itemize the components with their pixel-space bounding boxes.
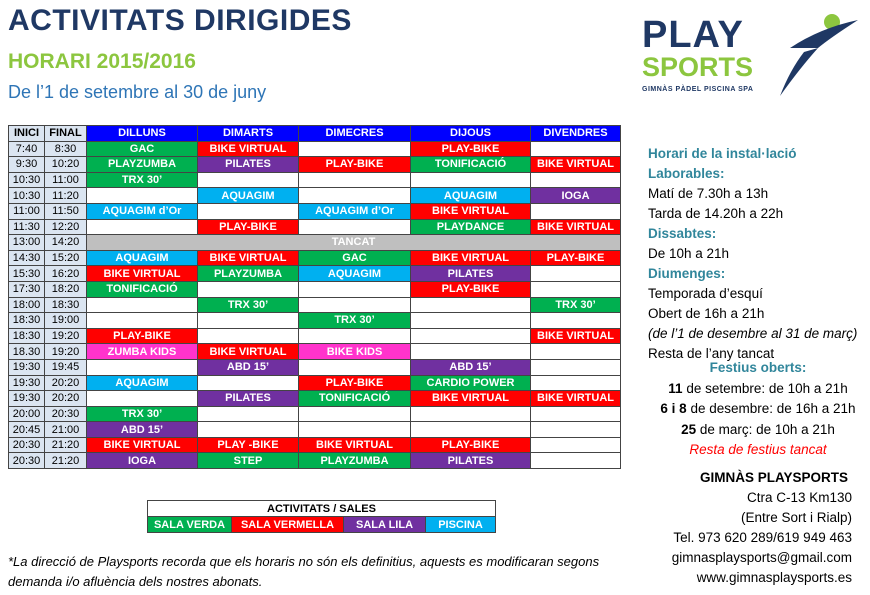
holiday-text: de setembre: de 10h a 21h bbox=[682, 380, 848, 396]
class-cell-thursday: ABD 15’ bbox=[411, 359, 531, 375]
class-cell-thursday bbox=[411, 313, 531, 329]
class-cell-tuesday bbox=[198, 172, 299, 188]
start-time: 18:00 bbox=[9, 297, 45, 313]
class-cell-wednesday bbox=[299, 188, 411, 204]
schedule-row bbox=[9, 188, 621, 204]
class-cell-thursday: PLAY-BIKE bbox=[411, 437, 531, 453]
legend-sala-verda: SALA VERDA bbox=[148, 517, 232, 533]
start-time: 11:30 bbox=[9, 219, 45, 235]
class-cell-wednesday bbox=[299, 141, 411, 157]
schedule-row bbox=[9, 266, 621, 282]
class-cell-wednesday: GAC bbox=[299, 250, 411, 266]
start-time: 7:40 bbox=[9, 141, 45, 157]
schedule-row bbox=[9, 437, 621, 453]
gym-name: GIMNÀS PLAYSPORTS bbox=[699, 470, 848, 485]
holiday-text: de març: de 10h a 21h bbox=[696, 421, 835, 437]
class-cell-wednesday: AQUAGIM d’Or bbox=[299, 203, 411, 219]
class-cell-thursday bbox=[411, 328, 531, 344]
end-time: 20:20 bbox=[45, 391, 87, 407]
class-cell-friday: BIKE VIRTUAL bbox=[531, 328, 621, 344]
end-time: 20:20 bbox=[45, 375, 87, 391]
start-time: 15:30 bbox=[9, 266, 45, 282]
schedule-row bbox=[9, 297, 621, 313]
runner-swoosh-icon bbox=[760, 8, 865, 103]
class-cell-tuesday: BIKE VIRTUAL bbox=[198, 141, 299, 157]
closed-cell: TANCAT bbox=[87, 235, 621, 251]
weekdays-morning: Matí de 7.30h a 13h bbox=[648, 186, 769, 201]
open-holidays bbox=[648, 358, 868, 461]
start-time: 20:45 bbox=[9, 422, 45, 438]
end-time: 14:20 bbox=[45, 235, 87, 251]
end-time: 19:00 bbox=[45, 313, 87, 329]
class-cell-wednesday: BIKE KIDS bbox=[299, 344, 411, 360]
class-cell-thursday bbox=[411, 422, 531, 438]
logo-word-play: PLAY bbox=[642, 14, 744, 56]
holiday-date: 25 bbox=[681, 421, 697, 437]
class-cell-thursday: BIKE VIRTUAL bbox=[411, 250, 531, 266]
class-cell-thursday: PILATES bbox=[411, 453, 531, 469]
end-time: 15:20 bbox=[45, 250, 87, 266]
address-line2: (Entre Sort i Rialp) bbox=[740, 510, 852, 525]
class-cell-tuesday: PLAYZUMBA bbox=[198, 266, 299, 282]
hours-title: Horari de la instal·lació bbox=[648, 146, 797, 161]
class-cell-thursday: PLAY-BIKE bbox=[411, 141, 531, 157]
class-cell-friday bbox=[531, 281, 621, 297]
start-time: 17:30 bbox=[9, 281, 45, 297]
schedule-row bbox=[9, 281, 621, 297]
date-range: De l’1 de setembre al 30 de juny bbox=[8, 82, 267, 102]
logo-tagline: GIMNÀS PÀDEL PISCINA SPA bbox=[642, 86, 754, 93]
class-cell-wednesday bbox=[299, 172, 411, 188]
schedule-row bbox=[9, 344, 621, 360]
end-time: 19:45 bbox=[45, 359, 87, 375]
class-cell-friday: BIKE VIRTUAL bbox=[531, 391, 621, 407]
class-cell-thursday: PLAY-BIKE bbox=[411, 281, 531, 297]
schedule-row bbox=[9, 141, 621, 157]
class-cell-monday: BIKE VIRTUAL bbox=[87, 437, 198, 453]
class-cell-friday bbox=[531, 359, 621, 375]
header-monday: DILLUNS bbox=[87, 126, 198, 142]
schedule-row bbox=[9, 172, 621, 188]
end-time: 21:20 bbox=[45, 453, 87, 469]
class-cell-friday bbox=[531, 141, 621, 157]
start-time: 19:30 bbox=[9, 391, 45, 407]
holiday-date: 6 i 8 bbox=[660, 401, 687, 416]
start-time: 10:30 bbox=[9, 172, 45, 188]
end-time: 19:20 bbox=[45, 344, 87, 360]
class-cell-monday bbox=[87, 219, 198, 235]
class-cell-tuesday bbox=[198, 328, 299, 344]
class-cell-friday bbox=[531, 172, 621, 188]
header-tuesday: DIMARTS bbox=[198, 126, 299, 142]
class-cell-wednesday bbox=[299, 406, 411, 422]
class-cell-friday bbox=[531, 406, 621, 422]
website-link[interactable]: www.gimnasplaysports.es bbox=[696, 570, 852, 585]
schedule-row bbox=[9, 157, 621, 173]
class-cell-thursday bbox=[411, 344, 531, 360]
class-cell-wednesday bbox=[299, 422, 411, 438]
class-cell-thursday: PLAYDANCE bbox=[411, 219, 531, 235]
start-time: 10:30 bbox=[9, 188, 45, 204]
page-title: ACTIVITATS DIRIGIDES bbox=[8, 4, 352, 37]
end-time: 21:00 bbox=[45, 422, 87, 438]
header-friday: DIVENDRES bbox=[531, 126, 621, 142]
class-cell-tuesday: PLAY-BIKE bbox=[198, 219, 299, 235]
class-cell-wednesday: PLAY-BIKE bbox=[299, 157, 411, 173]
holiday-row bbox=[648, 379, 868, 400]
class-cell-tuesday: AQUAGIM bbox=[198, 188, 299, 204]
class-cell-tuesday: PILATES bbox=[198, 157, 299, 173]
legend-sala-vermella: SALA VERMELLA bbox=[232, 517, 344, 533]
class-cell-monday: GAC bbox=[87, 141, 198, 157]
class-cell-monday: TRX 30’ bbox=[87, 406, 198, 422]
class-cell-thursday bbox=[411, 297, 531, 313]
class-cell-monday: AQUAGIM bbox=[87, 250, 198, 266]
class-cell-friday bbox=[531, 453, 621, 469]
class-cell-monday: AQUAGIM bbox=[87, 375, 198, 391]
class-cell-friday: TRX 30’ bbox=[531, 297, 621, 313]
holiday-date: 11 bbox=[668, 380, 683, 396]
phone: Tel. 973 620 289/619 949 463 bbox=[673, 530, 852, 545]
class-cell-tuesday: BIKE VIRTUAL bbox=[198, 344, 299, 360]
schedule-row bbox=[9, 422, 621, 438]
start-time: 11:00 bbox=[9, 203, 45, 219]
class-cell-wednesday bbox=[299, 297, 411, 313]
class-cell-monday bbox=[87, 313, 198, 329]
class-cell-monday: BIKE VIRTUAL bbox=[87, 266, 198, 282]
class-cell-thursday: CARDIO POWER bbox=[411, 375, 531, 391]
end-time: 10:20 bbox=[45, 157, 87, 173]
class-cell-friday bbox=[531, 313, 621, 329]
class-cell-tuesday bbox=[198, 281, 299, 297]
end-time: 11:20 bbox=[45, 188, 87, 204]
class-cell-friday: BIKE VIRTUAL bbox=[531, 219, 621, 235]
end-time: 11:50 bbox=[45, 203, 87, 219]
class-cell-wednesday: PLAYZUMBA bbox=[299, 453, 411, 469]
holiday-row bbox=[648, 399, 868, 420]
schedule-row bbox=[9, 203, 621, 219]
start-time: 13:00 bbox=[9, 235, 45, 251]
class-cell-thursday: TONIFICACIÓ bbox=[411, 157, 531, 173]
start-time: 19:30 bbox=[9, 375, 45, 391]
class-cell-tuesday: STEP bbox=[198, 453, 299, 469]
class-cell-friday: BIKE VIRTUAL bbox=[531, 157, 621, 173]
class-cell-wednesday bbox=[299, 281, 411, 297]
rooms-legend bbox=[147, 500, 496, 533]
sunday-period: (de l’1 de desembre al 31 de març) bbox=[648, 326, 858, 341]
class-cell-wednesday: TONIFICACIÓ bbox=[299, 391, 411, 407]
start-time: 14:30 bbox=[9, 250, 45, 266]
class-cell-thursday: BIKE VIRTUAL bbox=[411, 203, 531, 219]
class-cell-thursday bbox=[411, 406, 531, 422]
schedule-row bbox=[9, 328, 621, 344]
class-cell-monday bbox=[87, 297, 198, 313]
class-cell-wednesday: TRX 30’ bbox=[299, 313, 411, 329]
schedule-header-row bbox=[9, 126, 621, 142]
schedule-row bbox=[9, 250, 621, 266]
end-time: 19:20 bbox=[45, 328, 87, 344]
logo-word-sports: SPORTS bbox=[642, 52, 754, 82]
disclaimer-note: *La direcció de Playsports recorda que els horaris no són els definitius, aquests es modificaran segons demanda i/o afluència dels nostres abonats. bbox=[8, 554, 600, 589]
legend-title: ACTIVITATS / SALES bbox=[148, 501, 496, 517]
start-time: 19:30 bbox=[9, 359, 45, 375]
start-time: 18:30 bbox=[9, 313, 45, 329]
end-time: 20:30 bbox=[45, 406, 87, 422]
class-cell-monday: AQUAGIM d’Or bbox=[87, 203, 198, 219]
class-cell-tuesday bbox=[198, 313, 299, 329]
class-cell-wednesday: AQUAGIM bbox=[299, 266, 411, 282]
sunday-label: Diumenges: bbox=[648, 266, 726, 281]
class-cell-tuesday: TRX 30’ bbox=[198, 297, 299, 313]
holiday-row bbox=[648, 420, 868, 441]
class-cell-monday bbox=[87, 359, 198, 375]
class-cell-friday: IOGA bbox=[531, 188, 621, 204]
schedule-row bbox=[9, 313, 621, 329]
weekdays-afternoon: Tarda de 14.20h a 22h bbox=[648, 206, 784, 221]
class-cell-wednesday: BIKE VIRTUAL bbox=[299, 437, 411, 453]
class-cell-thursday: BIKE VIRTUAL bbox=[411, 391, 531, 407]
end-time: 21:20 bbox=[45, 437, 87, 453]
holiday-text: de desembre: de 16h a 21h bbox=[686, 401, 856, 416]
end-time: 12:20 bbox=[45, 219, 87, 235]
end-time: 16:20 bbox=[45, 266, 87, 282]
class-cell-wednesday bbox=[299, 359, 411, 375]
end-time: 18:30 bbox=[45, 297, 87, 313]
class-cell-monday: ZUMBA KIDS bbox=[87, 344, 198, 360]
schedule-row bbox=[9, 453, 621, 469]
schedule-year: HORARI 2015/2016 bbox=[8, 50, 196, 73]
class-cell-monday: ABD 15’ bbox=[87, 422, 198, 438]
class-cell-friday bbox=[531, 437, 621, 453]
end-time: 8:30 bbox=[45, 141, 87, 157]
email-link[interactable]: gimnasplaysports@gmail.com bbox=[671, 550, 852, 565]
class-cell-monday: PLAY-BIKE bbox=[87, 328, 198, 344]
class-cell-friday bbox=[531, 422, 621, 438]
start-time: 9:30 bbox=[9, 157, 45, 173]
end-time: 11:00 bbox=[45, 172, 87, 188]
class-cell-wednesday bbox=[299, 328, 411, 344]
playsports-logo bbox=[640, 8, 865, 103]
schedule-row bbox=[9, 235, 621, 251]
legend-sala-lila: SALA LILA bbox=[344, 517, 426, 533]
header-start: INICI bbox=[9, 126, 45, 142]
start-time: 20:30 bbox=[9, 437, 45, 453]
schedule-row bbox=[9, 406, 621, 422]
sunday-ski-season: Temporada d’esquí bbox=[648, 286, 763, 301]
class-cell-tuesday bbox=[198, 406, 299, 422]
sunday-rest: Resta de l’any tancat bbox=[648, 346, 775, 361]
header-end: FINAL bbox=[45, 126, 87, 142]
schedule-row bbox=[9, 219, 621, 235]
sunday-open: Obert de 16h a 21h bbox=[648, 306, 765, 321]
class-cell-tuesday: ABD 15’ bbox=[198, 359, 299, 375]
holidays-title: Festius oberts: bbox=[709, 360, 807, 375]
address-line1: Ctra C-13 Km130 bbox=[746, 490, 852, 505]
end-time: 18:20 bbox=[45, 281, 87, 297]
weekdays-label: Laborables: bbox=[648, 166, 725, 181]
start-time: 18:30 bbox=[9, 328, 45, 344]
contact-info bbox=[640, 468, 852, 588]
class-cell-thursday: PILATES bbox=[411, 266, 531, 282]
class-cell-wednesday bbox=[299, 219, 411, 235]
class-cell-wednesday: PLAY-BIKE bbox=[299, 375, 411, 391]
class-cell-friday bbox=[531, 266, 621, 282]
schedule-table bbox=[8, 125, 621, 469]
class-cell-monday: PLAYZUMBA bbox=[87, 157, 198, 173]
class-cell-thursday bbox=[411, 172, 531, 188]
class-cell-tuesday: PLAY -BIKE bbox=[198, 437, 299, 453]
class-cell-tuesday bbox=[198, 422, 299, 438]
header-wednesday: DIMECRES bbox=[299, 126, 411, 142]
schedule-row bbox=[9, 359, 621, 375]
class-cell-tuesday: BIKE VIRTUAL bbox=[198, 250, 299, 266]
class-cell-friday: PLAY-BIKE bbox=[531, 250, 621, 266]
header-thursday: DIJOUS bbox=[411, 126, 531, 142]
holidays-closed: Resta de festius tancat bbox=[689, 442, 827, 457]
class-cell-monday: IOGA bbox=[87, 453, 198, 469]
class-cell-friday bbox=[531, 375, 621, 391]
facility-hours bbox=[648, 144, 868, 364]
class-cell-monday: TRX 30’ bbox=[87, 172, 198, 188]
saturday-hours: De 10h a 21h bbox=[648, 246, 730, 261]
class-cell-friday bbox=[531, 203, 621, 219]
legend-piscina: PISCINA bbox=[426, 517, 496, 533]
class-cell-tuesday: PILATES bbox=[198, 391, 299, 407]
class-cell-tuesday bbox=[198, 375, 299, 391]
class-cell-friday bbox=[531, 344, 621, 360]
schedule-row bbox=[9, 375, 621, 391]
class-cell-monday: TONIFICACIÓ bbox=[87, 281, 198, 297]
class-cell-tuesday bbox=[198, 203, 299, 219]
saturday-label: Dissabtes: bbox=[648, 226, 717, 241]
class-cell-monday bbox=[87, 391, 198, 407]
class-cell-thursday: AQUAGIM bbox=[411, 188, 531, 204]
start-time: 18.30 bbox=[9, 344, 45, 360]
schedule-row bbox=[9, 391, 621, 407]
class-cell-monday bbox=[87, 188, 198, 204]
start-time: 20:00 bbox=[9, 406, 45, 422]
start-time: 20:30 bbox=[9, 453, 45, 469]
